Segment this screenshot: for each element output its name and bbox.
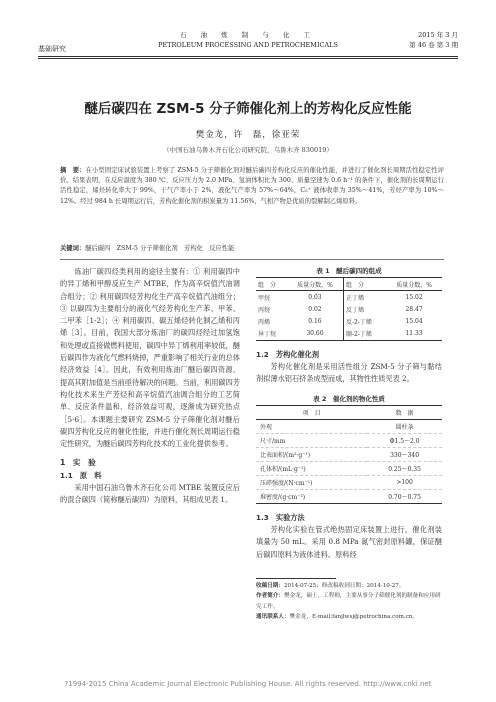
subsection-text-1-2: 芳构化催化剂是采用活性组分 ZSM-5 分子筛与黏结剂拟薄水铝石挤条成型而成，其物性性质见表 2。 bbox=[256, 362, 442, 384]
table-cell: 堆密度/(g·cm⁻³) bbox=[256, 489, 367, 503]
table-cell: 尺寸/mm bbox=[256, 433, 367, 447]
footnote-received-label: 收稿日期： bbox=[256, 583, 284, 589]
table-row bbox=[256, 489, 442, 503]
footnote-received bbox=[256, 581, 446, 591]
table-row bbox=[256, 475, 442, 489]
footnote bbox=[256, 581, 446, 623]
table1 bbox=[256, 277, 442, 341]
subsection-heading-1-1: 1.1 原 料 bbox=[60, 470, 102, 480]
table-cell: 压碎强度/(N·cm⁻¹) bbox=[256, 475, 367, 489]
table2 bbox=[256, 405, 442, 504]
table-cell: 28.47 bbox=[405, 305, 423, 313]
table-cell: 330～340 bbox=[367, 447, 442, 461]
table1-header: 质量分数，% bbox=[386, 278, 442, 291]
table-cell: 反丁烯 bbox=[343, 303, 386, 315]
table-cell: 甲烷 bbox=[258, 294, 271, 302]
table-cell: 顺-2-丁烯 bbox=[343, 328, 386, 341]
table-row bbox=[256, 315, 442, 327]
table-cell: 0.03 bbox=[308, 293, 322, 301]
paper-affiliation: （中国石油乌鲁木齐石化公司研究院，乌鲁木齐 830019） bbox=[163, 146, 333, 154]
table-row bbox=[256, 447, 442, 461]
paper-authors: 樊金龙，许 磊，徐亚荣 bbox=[195, 130, 301, 140]
table-cell: 0.70～0.75 bbox=[367, 489, 442, 503]
table-row bbox=[256, 328, 442, 341]
table-cell: 外观 bbox=[256, 419, 367, 433]
table-cell: 0.02 bbox=[308, 305, 322, 313]
table-row bbox=[256, 433, 442, 447]
paper-title: 醚后碳四在 ZSM-5 分子筛催化剂上的芳构化反应性能 bbox=[84, 101, 412, 117]
table2-header: 项 目 bbox=[256, 405, 367, 419]
header-rule-thin bbox=[38, 58, 458, 59]
subsection-text-1-1: 采用中国石油乌鲁木齐石化公司 MTBE 装置反应后的混合碳四（简称醚后碳四）为原料，其组成见表 1。 bbox=[60, 483, 240, 505]
subsection-text-1-3: 芳构化实验在管式绝热固定床装置上进行，催化剂装填量为 50 mL。采用 0.8 MPa 氮气密封原料罐，保证醚后碳四原料为液体进料。原料经 bbox=[256, 524, 442, 559]
table1-caption: 表 1 醚后碳四的组成 bbox=[316, 267, 382, 275]
subsection-heading-1-3: 1.3 实验方法 bbox=[256, 512, 305, 522]
page-header bbox=[38, 30, 458, 54]
table-cell: 0.25～0.35 bbox=[367, 461, 442, 475]
table-row bbox=[256, 461, 442, 475]
abstract-label: 摘 要： bbox=[60, 167, 86, 174]
copyright-line: ?1994-2015 China Academic Journal Electronic Publishing House. All rights reserved. http://www.cnki.net bbox=[64, 680, 432, 688]
left-column bbox=[60, 266, 240, 507]
issue-info bbox=[409, 30, 458, 50]
keywords-text: 醚后碳四 ZSM-5 分子筛催化剂 芳构化 反应性能 bbox=[85, 245, 235, 252]
table-cell: 比表面积/(m²·g⁻¹) bbox=[256, 447, 367, 461]
table-cell: 0.16 bbox=[308, 317, 322, 325]
table-cell: Φ1.5～2.0 bbox=[367, 433, 442, 447]
table-row bbox=[256, 419, 442, 433]
table-cell: 丙烷 bbox=[258, 306, 271, 314]
table1-header: 质量分数，% bbox=[287, 278, 344, 291]
issue-volume: 第 46 卷 第 3 期 bbox=[409, 41, 458, 49]
journal-name-en: PETROLEUM PROCESSING AND PETROCHEMICALS bbox=[158, 41, 338, 49]
table-row bbox=[256, 291, 442, 304]
table2-header: 数 据 bbox=[367, 405, 442, 419]
abstract-rule bbox=[60, 259, 444, 260]
table-cell: 15.04 bbox=[405, 317, 423, 325]
footnote-contact-label: 通讯联系人： bbox=[256, 614, 290, 621]
table1-header: 组 分 bbox=[343, 278, 386, 291]
right-column bbox=[256, 266, 442, 561]
table-cell: >100 bbox=[367, 475, 442, 489]
table-cell: 异丁烷 bbox=[258, 331, 277, 339]
table1-header: 组 分 bbox=[256, 278, 287, 291]
table-cell: 丙烯 bbox=[258, 318, 271, 326]
table-cell: 15.02 bbox=[405, 293, 423, 301]
footnote-author-label: 作者简介： bbox=[256, 593, 284, 600]
column-label: 基础研究 bbox=[38, 45, 66, 53]
abstract bbox=[60, 166, 444, 207]
footnote-author-text: 樊金龙，硕士，工程师，主要从事分子筛催化剂的制备和应用研究工作。 bbox=[256, 593, 441, 610]
abstract-text: 在小型固定床试验装置上考察了 ZSM-5 分子筛催化剂对醚后碳四芳构化反应的催化性能，并进行了催化剂长周期活性稳定性评价。结果表明，在反应温度为 380 ℃、反应压力为 2.0 MPa、氢油体积比为 300、质量空速为 0.6 h⁻¹ 的条件下，催化剂的长周期运行活性稳定，烯烃转化率大于 99%，干气产率小于 2%，液化气产率为 57%～64%，C₅⁺ 液体收率为 35%～41%，芳烃产率为 10%～12%。经过 984 h 长周期运行后，芳构化催化剂的积炭量为 11.56%，气相产物是优质的裂解制乙烯原料。 bbox=[60, 167, 445, 205]
table-row bbox=[256, 303, 442, 315]
table-cell: 孔体积/(mL·g⁻¹) bbox=[256, 461, 367, 475]
journal-name bbox=[138, 30, 358, 50]
keywords bbox=[60, 243, 444, 252]
table2-caption: 表 2 催化剂的物化性质 bbox=[313, 394, 385, 403]
footnote-received-text: 2014-07-25；修改稿收到日期：2014-10-27。 bbox=[283, 583, 405, 589]
table-cell: 11.33 bbox=[405, 330, 423, 338]
keywords-label: 关键词： bbox=[60, 245, 86, 252]
footnote-contact-text: 樊金龙，E-mail:fanjlwsj@petrochina.com.cn。 bbox=[289, 614, 418, 621]
journal-name-cn: 石 油 炼 制 与 化 工 bbox=[180, 31, 316, 39]
subsection-heading-1-2: 1.2 芳构化催化剂 bbox=[256, 349, 320, 359]
header-rule bbox=[38, 56, 458, 57]
intro-paragraph: 炼油厂碳四烃类利用的途径主要有：① 利用碳四中的异丁烯和甲醇反应生产 MTBE，作为高辛烷值汽油调合组分；② 利用碳四烃芳构化生产高辛烷值汽油组分；③ 以碳四为主要组分的液化气经芳构化生产苯、甲苯、二甲苯［1-2］；④ 利用碳四、碳五烯烃转化制乙烯和丙烯［3］。目前，我国大部分炼油厂的碳四烃经过加氢饱和处理或直接做燃料使用，碳四中异丁烯利用率较低，醚后碳四作为液化气燃料烧掉，严重影响了相关行业的总体经济效益［4］。因此，有效利用炼油厂醚后碳四资源、提高其附加值是当前亟待解决的问题。当前，利用碳四芳构化技术来生产芳烃和高辛烷值汽油调合组分的工艺简单、反应条件温和、经济效益可观，逐渐成为研究热点［5-6］。本课题主要研究 ZSM-5 分子筛催化剂对醚后碳四芳构化反应的催化性能，并进行催化剂长周期运行稳定性研究，为醚后碳四芳构化技术的工业化提供参考。 bbox=[60, 267, 240, 449]
footnote-contact bbox=[256, 612, 446, 622]
footnote-author bbox=[256, 591, 446, 612]
table-cell: 圆柱条 bbox=[367, 419, 442, 433]
table-cell: 反-2-丁烯 bbox=[343, 315, 386, 327]
issue-date: 2015 年 3 月 bbox=[418, 31, 458, 39]
section-1-3 bbox=[256, 512, 442, 561]
section-1-2 bbox=[256, 349, 442, 386]
footnote-rule bbox=[256, 578, 336, 579]
table-cell: 正丁烯 bbox=[343, 291, 386, 304]
section-heading-1: 1 实 验 bbox=[60, 458, 96, 468]
table-cell: 30.60 bbox=[306, 330, 324, 338]
